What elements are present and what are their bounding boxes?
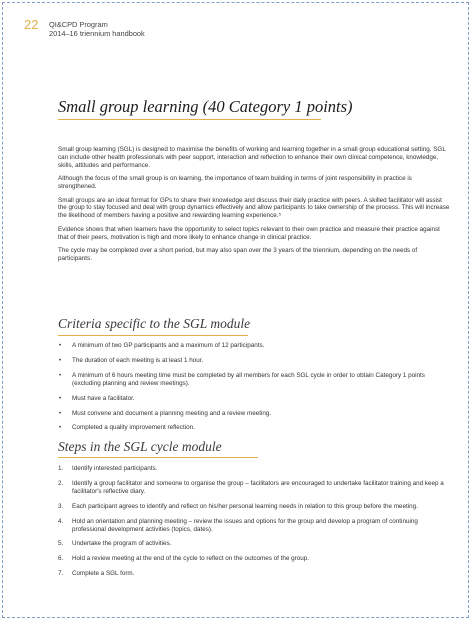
intro-paragraph: The cycle may be completed over a short period, but may also span over the 3 years of the triennium, depending on the needs of participants. <box>58 247 418 262</box>
title-underline <box>58 119 321 120</box>
list-item-text: Hold a review meeting at the end of the cycle to reflect on the outcomes of the group. <box>72 555 309 563</box>
program-title-line1: QI&CPD Program <box>49 20 108 29</box>
step-number: 6. <box>58 555 64 563</box>
list-item-text: Complete a SGL form. <box>72 570 135 578</box>
list-item <box>58 555 448 563</box>
page-number: 22 <box>24 17 39 32</box>
list-item <box>58 395 448 403</box>
list-item <box>58 410 448 418</box>
steps-list <box>58 465 448 585</box>
list-item-text: Each participant agrees to identify and reflect on his/her personal learning needs in relation to this group before the meeting. <box>72 502 418 510</box>
intro-paragraph: Small group learning (SGL) is designed to maximise the benefits of working and learning together in a small group educational setting. SGL can include other health professionals with peer support, interaction and reflection to enhance their own clinical competence, knowledge, skills, attitudes and performance. <box>58 146 446 169</box>
list-item-text: Must convene and document a planning meeting and a review meeting. <box>72 409 272 417</box>
criteria-heading: Criteria specific to the SGL module <box>58 316 251 331</box>
list-item-text: Completed a quality improvement reflection. <box>72 424 195 432</box>
list-item <box>58 480 448 496</box>
step-number: 2. <box>58 479 64 487</box>
program-title <box>49 16 145 38</box>
list-item-text: A minimum of 6 hours meeting time must be completed by all members for each SGL cycle in order to obtain Category 1 points (excluding planning and review meetings). <box>72 371 425 387</box>
list-item-text: The duration of each meeting is at least 1 hour. <box>72 356 204 364</box>
bullet: • <box>59 394 62 402</box>
list-item <box>58 503 448 511</box>
intro-paragraph: Although the focus of the small group is on learning, the importance of team building in terms of joint responsibility in practice is strengthened. <box>58 175 412 191</box>
intro-paragraph: Small groups are an ideal format for GPs to share their knowledge and discuss their daily practice with peers. A skilled facilitator will assist the group to stay focused and deal with group dynamics effectively and allow participants to take ownership of the process. This will increase the likelihood of members having a positive and rewarding learning experience.⁵ <box>58 196 450 220</box>
steps-underline <box>58 457 258 458</box>
list-item-text: A minimum of two GP participants and a maximum of 12 participants. <box>72 342 265 349</box>
list-item <box>58 465 448 473</box>
bullet: • <box>59 342 62 349</box>
list-item <box>58 570 448 578</box>
bullet: • <box>59 371 62 379</box>
criteria-list <box>58 342 448 439</box>
intro-paragraph: Evidence shows that when learners have the opportunity to select topics relevant to their own practice and measure their practice against that of their peers, motivation is high and more likely to enhance change in clinical practice. <box>58 225 440 241</box>
list-item-text: Must have a facilitator. <box>72 394 135 402</box>
list-item <box>58 540 448 548</box>
bullet: • <box>59 356 62 364</box>
step-number: 4. <box>58 517 64 525</box>
list-item <box>58 342 448 350</box>
document-page <box>24 16 450 578</box>
step-number: 5. <box>58 540 64 548</box>
section-title: Small group learning (40 Category 1 points) <box>58 97 353 116</box>
bullet: • <box>59 424 62 432</box>
program-title-line2: 2014–16 triennium handbook <box>49 29 145 38</box>
list-item <box>58 518 448 534</box>
list-item-text: Identify interested participants. <box>72 465 158 472</box>
step-number: 7. <box>58 570 64 578</box>
step-number: 1. <box>58 465 64 472</box>
intro-text <box>58 146 450 268</box>
page-header <box>24 16 449 44</box>
list-item-text: Hold an orientation and planning meeting – review the issues and options for the group and develop a program of continuing professional development activities (topics, dates). <box>72 517 418 533</box>
list-item <box>58 357 448 365</box>
bullet: • <box>59 409 62 417</box>
list-item <box>58 372 448 388</box>
step-number: 3. <box>58 502 64 510</box>
steps-heading: Steps in the SGL cycle module <box>58 439 222 454</box>
criteria-underline <box>58 335 248 336</box>
list-item-text: Undertake the program of activities. <box>72 540 172 548</box>
list-item-text: Identify a group facilitator and someone to organise the group – facilitators are encouraged to undertake facilitator training and keep a facilitator's reflective diary. <box>72 479 444 495</box>
list-item <box>58 424 448 432</box>
